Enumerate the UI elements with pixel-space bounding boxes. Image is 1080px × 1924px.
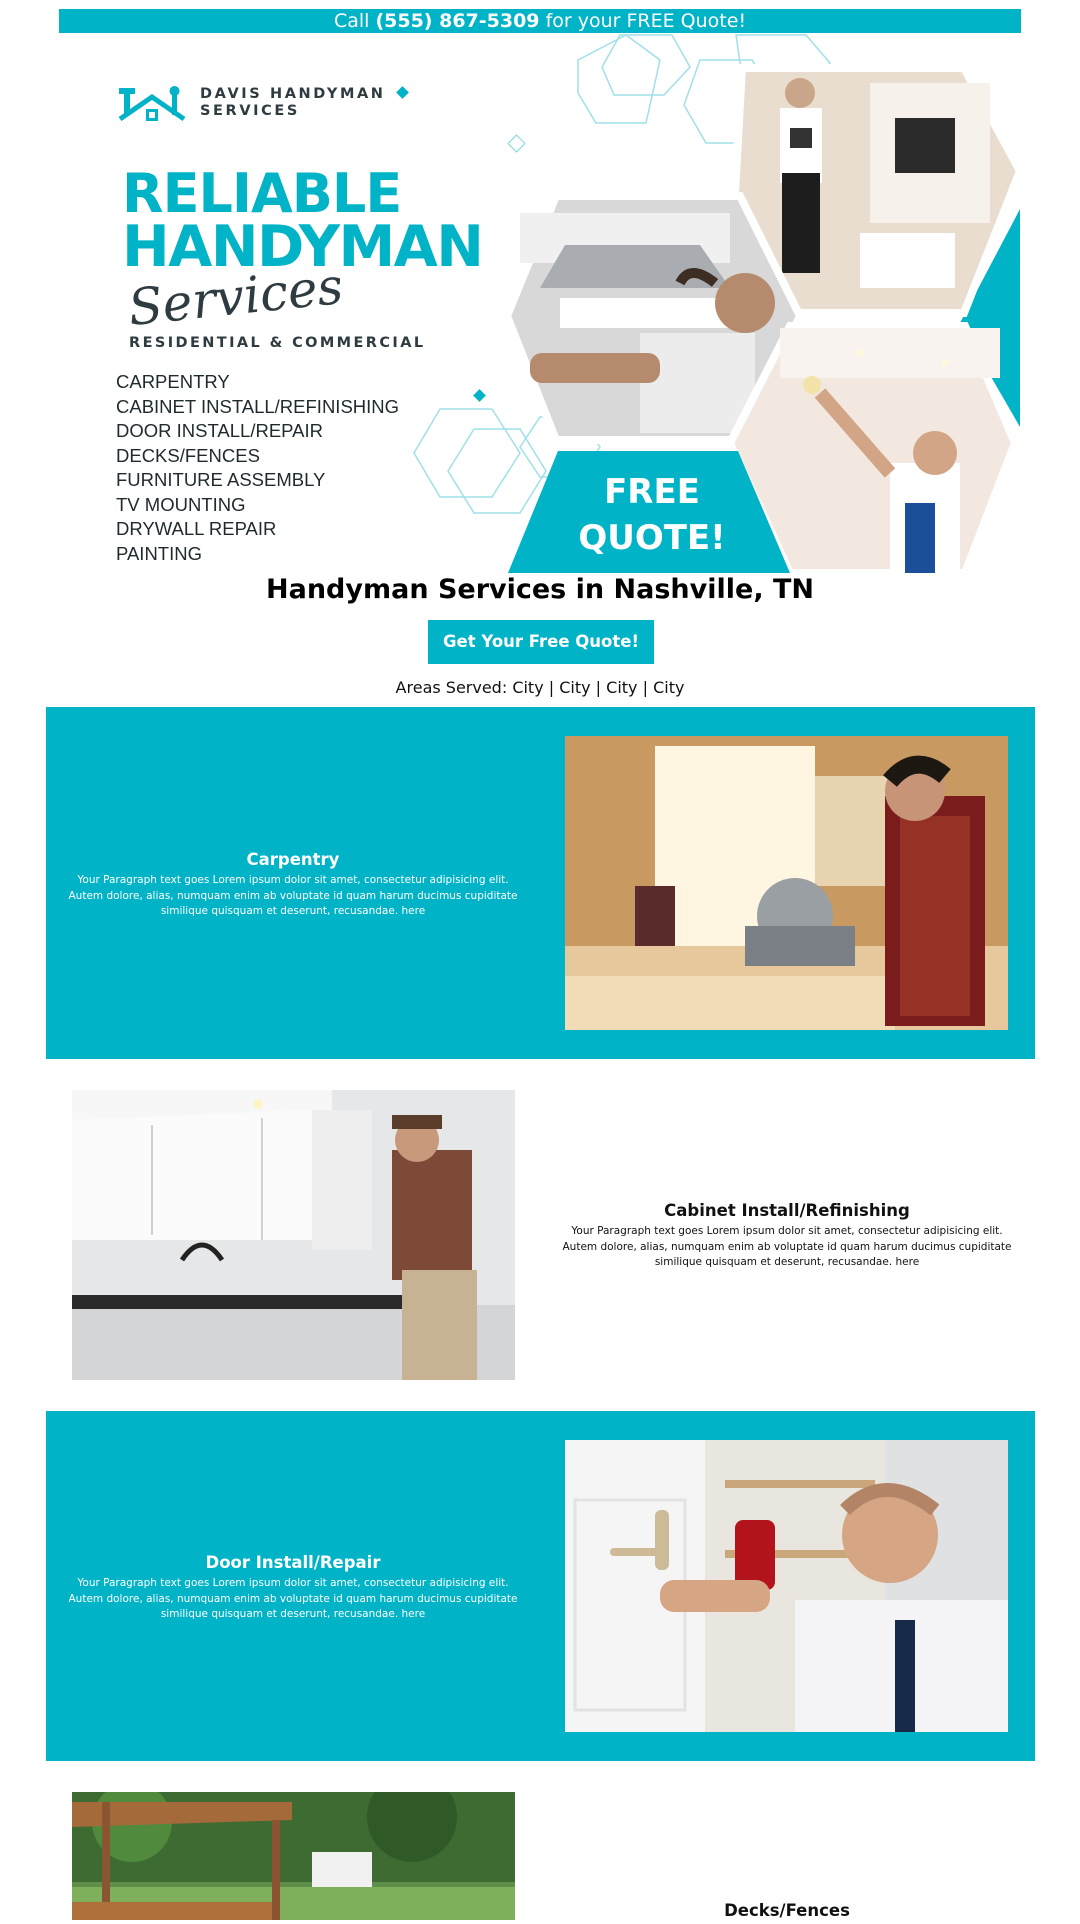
hero-services-list [116,370,399,566]
areas-served: Areas Served: City | City | City | City [395,678,685,697]
hero-service-item: CARPENTRY [116,371,230,392]
brand-name-line1: DAVIS HANDYMAN [200,86,386,102]
section-body: Your Paragraph text goes Lorem ipsum dolor sit amet, consectetur adipisicing elit. Autem dolore, alias, numquam enim ab voluptate id quam harum ducimus cupiditate similique quisquam et deserunt, recusandae. here [68,874,518,917]
brand-name [200,86,386,120]
phone-prefix: Call [333,10,370,32]
section-title: Carpentry [246,850,340,869]
hero-banner [0,33,1080,573]
hero-service-item: TV MOUNTING [116,493,246,515]
section-door-text [64,1552,522,1623]
section-cabinet-text [557,1200,1017,1271]
brand-name-line2: SERVICES [200,103,300,119]
subheadline: RESIDENTIAL & COMMERCIAL [129,335,426,351]
section-title: Decks/Fences [724,1901,850,1920]
badge-line1: FREE [604,472,700,512]
hero-service-item: DECKS/FENCES [116,444,260,466]
hero-photo-collage [400,33,1020,573]
section-carpentry-text [64,849,522,920]
section-body: Your Paragraph text goes Lorem ipsum dolor sit amet, consectetur adipisicing elit. Autem dolore, alias, numquam enim ab voluptate id quam harum ducimus cupiditate similique quisquam et deserunt, recusandae. here [68,1577,518,1620]
hero-service-item: FURNITURE ASSEMBLY [116,469,326,490]
headline-line2: HANDYMAN [122,214,483,280]
section-title: Cabinet Install/Refinishing [664,1201,910,1220]
hero-service-item: DRYWALL REPAIR [116,518,277,539]
photo-carpentry [565,736,1008,1030]
page-title: Handyman Services in Nashville, TN [266,574,814,605]
hero-service-item: DOOR INSTALL/REPAIR [116,420,323,441]
phone-number[interactable]: (555) 867-5309 [375,10,540,32]
section-title: Door Install/Repair [205,1553,381,1572]
section-decks-text [557,1900,1017,1924]
house-tools-icon [116,85,188,123]
photo-door-install [565,1440,1008,1732]
photo-decks-fences [72,1792,515,1920]
hero-service-item: PAINTING [116,542,202,564]
phone-banner[interactable] [59,9,1021,33]
section-body: Your Paragraph text goes Lorem ipsum dolor sit amet, consectetur adipisicing elit. Autem dolore, alias, numquam enim ab voluptate id quam harum ducimus cupiditate similique quisquam et deserunt, recusandae. here [562,1225,1012,1268]
headline-script: Services [125,256,346,338]
free-quote-button[interactable]: Get Your Free Quote! [428,620,654,664]
headline-line1: RELIABLE [122,162,402,225]
phone-suffix: for your FREE Quote! [545,10,747,32]
hero-service-item: CABINET INSTALL/REFINISHING [116,395,400,417]
badge-line2: QUOTE! [578,518,726,558]
photo-cabinet-install [72,1090,515,1380]
